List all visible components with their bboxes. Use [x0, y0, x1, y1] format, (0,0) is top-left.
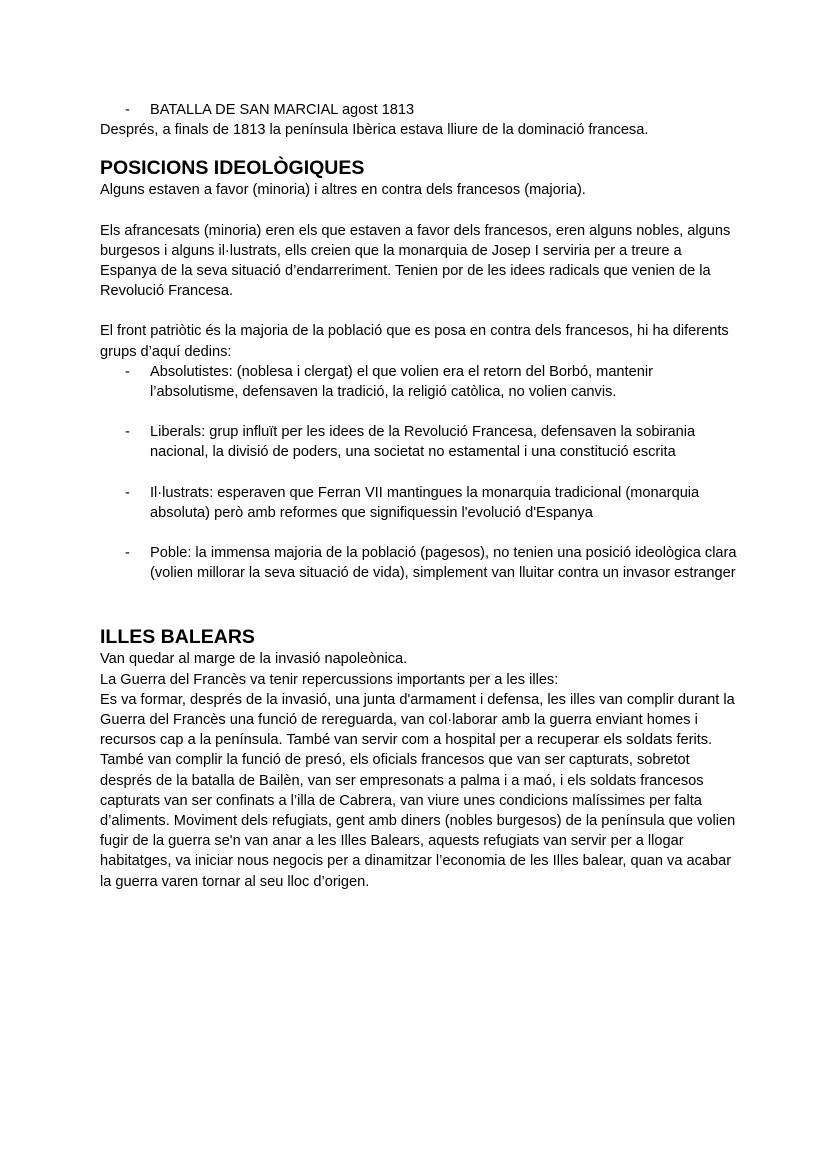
bullet-liberals [100, 422, 740, 462]
bullet-dash: - [125, 363, 130, 380]
bullet-dash: - [125, 545, 130, 562]
balears-paragraph: Es va formar, després de la invasió, una junta d'armament i defensa, les illes van complir durant la Guerra del Francès una funció de rereguarda, van col·laborar amb la guerra enviant homes i recursos cap a la península. També van servir com a hospital per a recuperar els soldats ferits. També van complir la funció de presó, els oficials francesos que van ser capturats, sobretot després de la batalla de Bailèn, van ser empresonats a palma i a maó, i els soldats francesos capturats van ser confinats a l’illa de Cabrera, van viure unes condicions malíssimes per falta d’aliments. Moviment dels refugiats, gent amb diners (nobles burgesos) de la península que volien fugir de la guerra se'n van anar a les Illes Balears, aquests refugiats van servir per a llogar habitatges, va iniciar nous negocis per a dinamitzar l’economia de les Illes balear, quan va acabar la guerra varen tornar al seu lloc d’origen. [100, 691, 736, 890]
bullet-text: Il·lustrats: esperaven que Ferran VII mantingues la monarquia tradicional (monarquia absoluta) però amb reformes que signifiquessin l'evolució d'Espanya [150, 484, 700, 521]
bullet-dash: - [125, 102, 130, 118]
positions-para-3: El front patriòtic és la majoria de la població que es posa en contra dels francesos, hi ha diferents grups d’aquí dedins: [100, 323, 729, 360]
bullet-text: BATALLA DE SAN MARCIAL agost 1813 [150, 102, 415, 118]
bullet-text: Poble: la immensa majoria de la població (pagesos), no tenien una posició ideològica clara (volien millorar la seva situació de vida), simplement van lluitar contra un invasor estranger [150, 545, 737, 582]
positions-para-2: Els afrancesats (minoria) eren els que estaven a favor dels francesos, eren alguns nobles, alguns burgesos i alguns il·lustrats, ells creien que la monarquia de Josep I serviria per a treure a Espanya de la seva situació d’endarreriment. Tenien por de les idees radicals que venien de la Revolució Francesa. [100, 222, 731, 300]
section-heading-balears: ILLES BALEARS [100, 626, 255, 649]
bullet-absolutistes [100, 362, 740, 402]
positions-para-1: Alguns estaven a favor (minoria) i altres en contra dels francesos (majoria). [100, 182, 586, 199]
section-heading-positions: POSICIONS IDEOLÒGIQUES [100, 157, 365, 180]
bullet-text: Liberals: grup influït per les idees de la Revolució Francesa, defensaven la sobirania nacional, la divisió de poders, una societat no estamental i una constitució escrita [150, 424, 696, 461]
bullet-san-marcial [100, 100, 740, 120]
balears-line-1: Van quedar al marge de la invasió napoleònica. [100, 651, 408, 668]
bullet-dash: - [125, 424, 130, 441]
balears-line-2: La Guerra del Francès va tenir repercussions importants per a les illes: [100, 671, 559, 688]
document-page [100, 100, 740, 892]
bullet-illustrats [100, 483, 740, 523]
intro-paragraph: Després, a finals de 1813 la península Ibèrica estava lliure de la dominació francesa. [100, 122, 649, 139]
bullet-poble [100, 543, 740, 583]
bullet-text: Absolutistes: (noblesa i clergat) el que volien era el retorn del Borbó, mantenir l’absolutisme, defensaven la tradició, la religió catòlica, no volien canvis. [150, 363, 653, 401]
bullet-dash: - [125, 484, 130, 501]
